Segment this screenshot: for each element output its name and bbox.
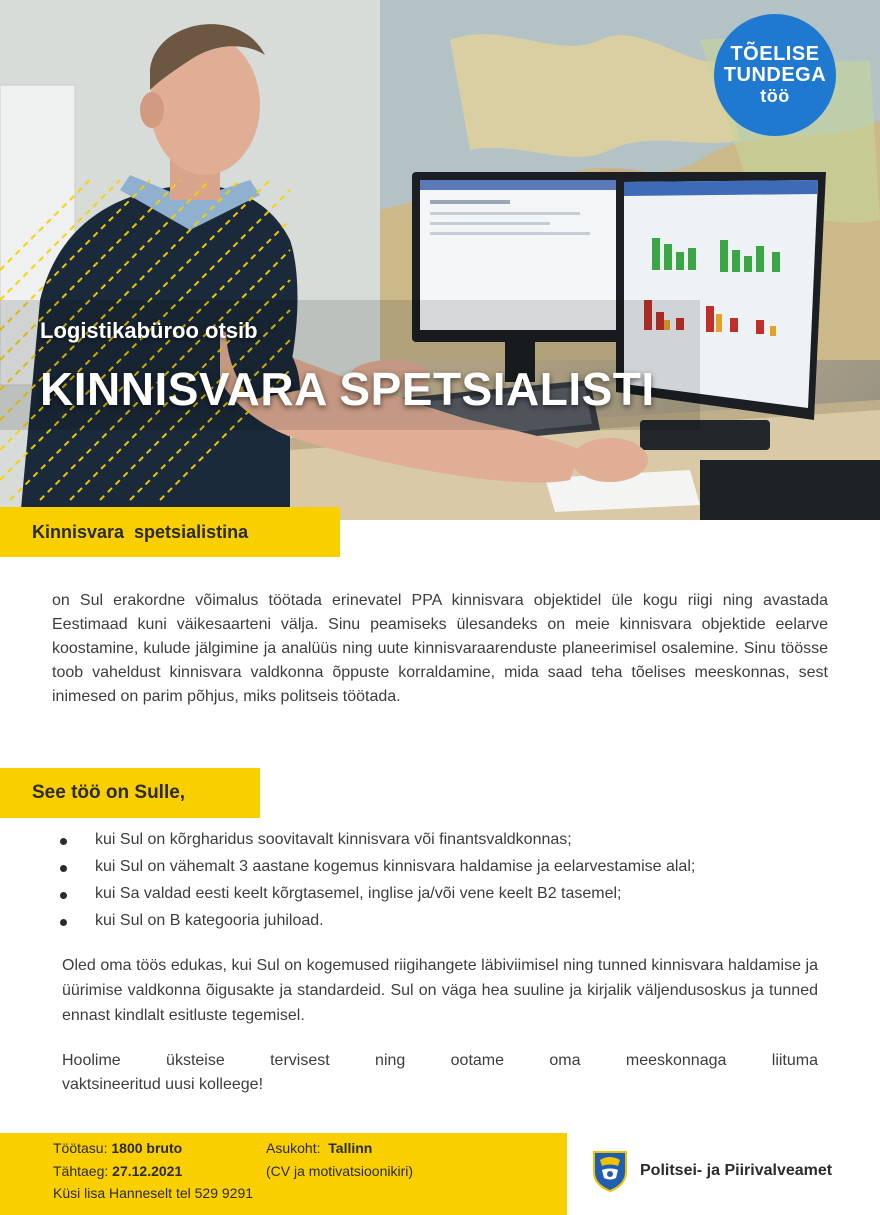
list-item [58, 907, 695, 934]
hero-subtitle: Logistikabüroo otsib [40, 318, 258, 343]
badge-line-1: TÕELISE [730, 42, 820, 65]
ppa-shield-icon [592, 1150, 628, 1192]
list-item [58, 853, 695, 880]
location-label: Asukoht: [266, 1140, 329, 1156]
section-heading-role [0, 507, 340, 557]
section-heading-requirements [0, 768, 260, 818]
list-item [58, 826, 695, 853]
bullet-icon [60, 919, 67, 926]
closing-paragraph [62, 1049, 818, 1097]
salary-value: 1800 bruto [111, 1140, 183, 1156]
deadline-label: Tähtaeg: [53, 1163, 113, 1179]
application-note: (CV ja motivatsioonikiri) [266, 1163, 414, 1179]
success-paragraph: Oled oma töös edukas, kui Sul on kogemused riigihangete läbiviimisel ning tunned kinnisvara haldamise ja üürimise valdkonna õigusakte ja standardeid. Sul on väga hea suuline ja kirjalik väljendusoskus ja tunned ennast kindlalt esitluste tegemisel. [62, 957, 818, 1024]
closing-line-2: vaktsineeritud uusi kolleege! [62, 1076, 264, 1093]
list-item [58, 880, 695, 907]
badge-line-3: töö [760, 85, 790, 106]
closing-line-1: Hoolime üksteise tervisest ning ootame oma meeskonnaga liituma [62, 1052, 818, 1069]
badge-line-2: TUNDEGA [723, 63, 827, 86]
salary-label: Töötasu: [53, 1140, 112, 1156]
deadline-value: 27.12.2021 [112, 1163, 183, 1179]
requirement-text: kui Sul on B kategooria juhiload. [95, 912, 324, 929]
deadline [53, 1163, 182, 1179]
role-description: on Sul erakordne võimalus töötada erinevatel PPA kinnisvara objektidel üle kogu riigi ning avastada Eestimaad kuni väikesaarteni välja. Sinu peamiseks ülesandeks on meie kinnisvara objektide eelarve koostamine, kulude jälgimine ja analüüs ning uute kinnisvaraarenduste planeerimisel osalemine. Sinu töösse toob vaheldust kinnisvara valdkonna õppuste korraldamine, mida saad teha tõelises meeskonnas, sest inimesed on parim põhjus, miks politseis töötada. [52, 592, 828, 705]
requirement-text: kui Sul on kõrgharidus soovitavalt kinnisvara või finantsvaldkonnas; [95, 831, 572, 848]
requirement-text: kui Sul on vähemalt 3 aastane kogemus kinnisvara haldamise ja eelarvestamise alal; [95, 858, 696, 875]
bullet-icon [60, 838, 67, 845]
section-heading-role-text: Kinnisvara spetsialistina [32, 521, 249, 542]
bullet-icon [60, 865, 67, 872]
page-title: KINNISVARA SPETSIALISTI [40, 363, 655, 415]
organisation-name: Politsei- ja Piirivalveamet [640, 1162, 833, 1179]
ppa-logo [592, 1150, 832, 1192]
salary [53, 1140, 182, 1156]
requirement-text: kui Sa valdad eesti keelt kõrgtasemel, inglise ja/või vene keelt B2 tasemel; [95, 885, 622, 902]
section-heading-requirements-text: See töö on Sulle, [32, 782, 186, 803]
bullet-icon [60, 892, 67, 899]
requirements-list [58, 826, 695, 934]
location [266, 1140, 372, 1156]
hero-photo [0, 0, 880, 520]
location-value: Tallinn [328, 1140, 373, 1156]
job-details-box [0, 1133, 567, 1215]
contact-info: Küsi lisa Hanneselt tel 529 9291 [53, 1185, 254, 1201]
tõelise-tundega-badge [714, 14, 836, 136]
